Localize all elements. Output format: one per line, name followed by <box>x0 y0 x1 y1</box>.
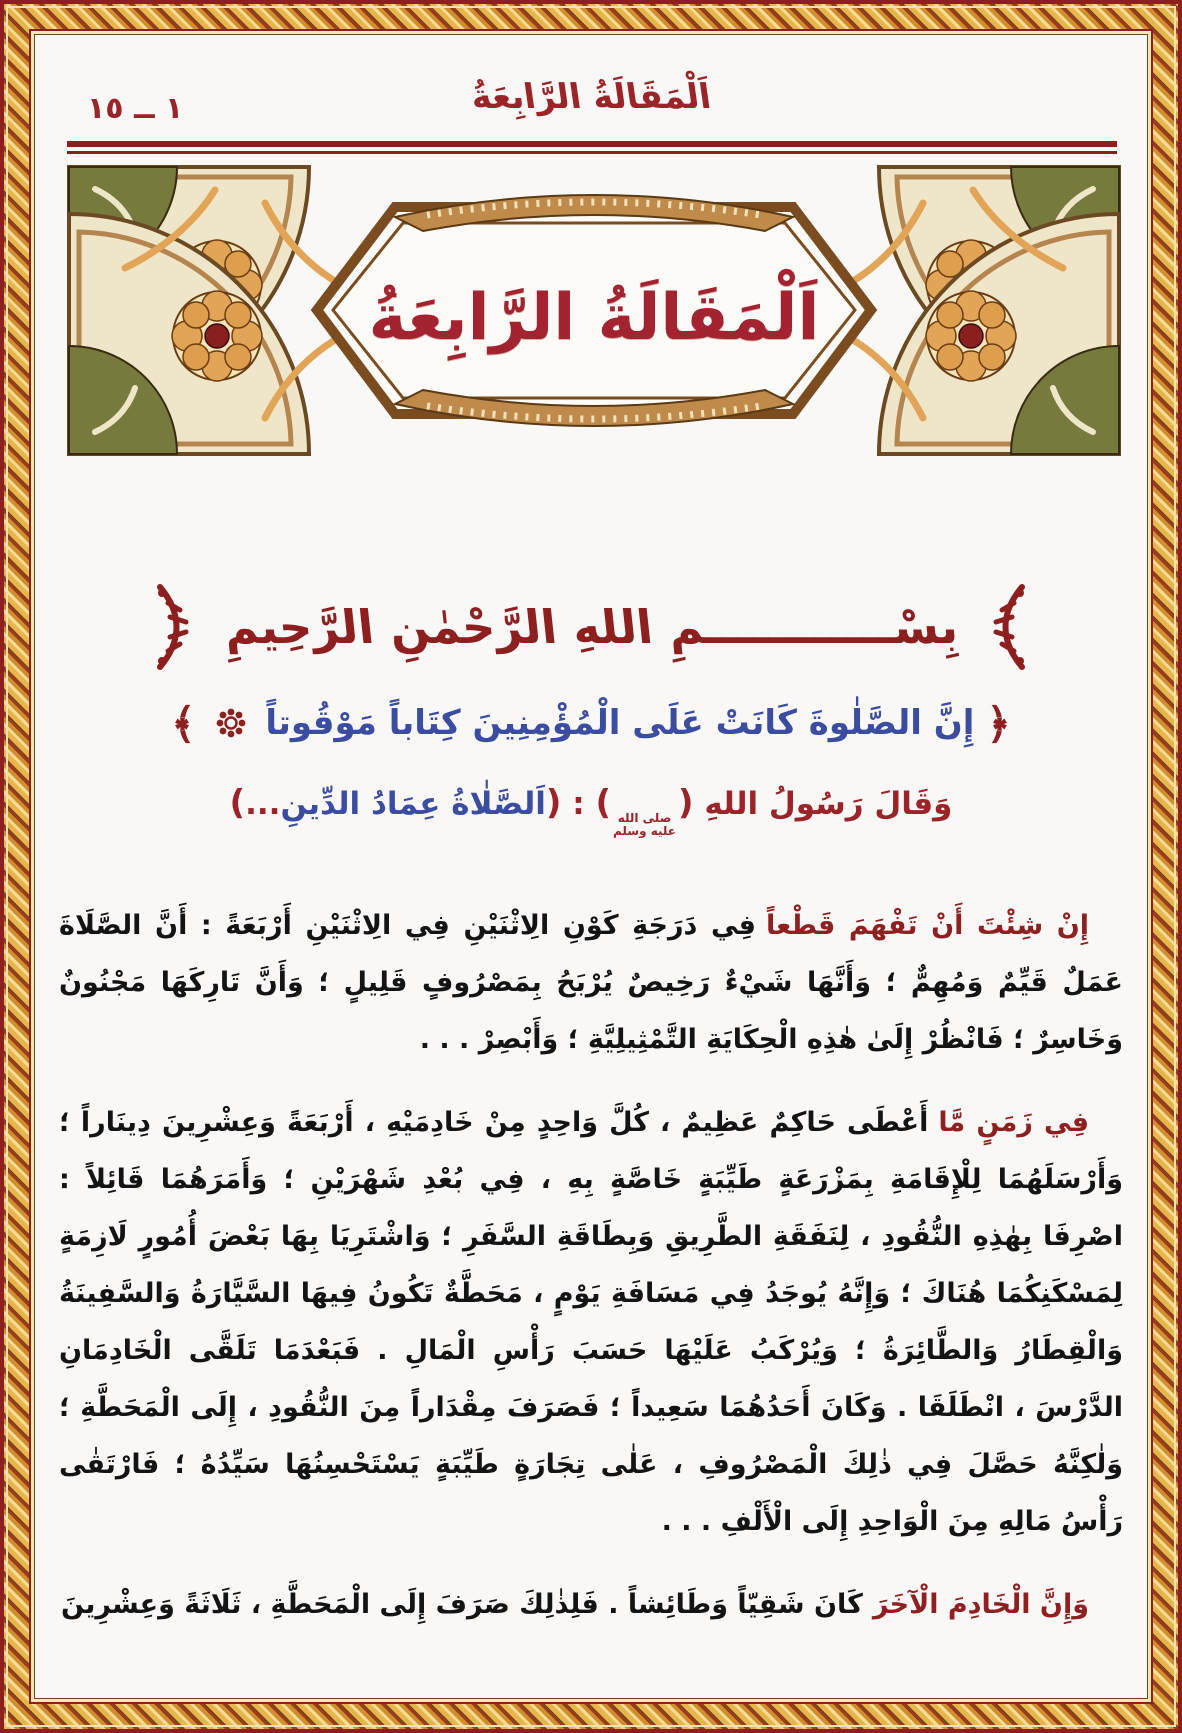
basmala-row <box>35 583 1147 671</box>
hadith-quote: اَلصَّلٰاةُ عِمَادُ الدِّينِ <box>280 786 546 822</box>
page-title: اَلْمَقَالَةُ الرَّابِعَةُ <box>468 77 714 117</box>
chapter-title: اَلْمَقَالَةُ الرَّابِعَةُ <box>368 280 820 355</box>
basmala-ornament-icon <box>984 583 1028 671</box>
paragraph-lead: وَإِنَّ الْخَادِمَ الْآخَرَ <box>872 1589 1089 1620</box>
salawat-icon: صلى الله عليه وسلم <box>612 811 677 839</box>
hadith-separator: : <box>561 786 585 822</box>
paragraph <box>59 897 1123 1068</box>
paragraph-rest: فِي دَرَجَةِ كَوْنِ الِاثْنَيْنِ فِي الِاثْنَيْنِ أَرْبَعَةً : أَنَّ الصَّلَاةَ عَمَلٌ قَيِّمٌ وَمُهِمٌّ ؛ وَأَنَّهَا شَيْءٌ رَخِيصٌ يُرْبَحُ بِمَصْرُوفٍ قَلِيلٍ ؛ وَأَنَّ تَارِكَهَا مَجْنُونٌ وَخَاسِرٌ ؛ فَانْظُرْ إِلَىٰ هٰذِهِ الْحِكَايَةِ التَّمْثِيلِيَّةِ ؛ وَأَبْصِرْ . . . <box>59 910 1123 1055</box>
header-rule <box>67 141 1117 154</box>
paren-open: ( <box>678 783 694 823</box>
basmala-text: بِسْــــــــــــمِ اللهِ الرَّحْمٰنِ الرَّحِيمِ <box>221 600 961 654</box>
ornate-paren-open-icon: ﴿ <box>986 699 1011 748</box>
paragraph <box>59 1094 1123 1550</box>
hadith-lead: وَقَالَ رَسُولُ اللهِ <box>704 786 953 822</box>
hadith-line <box>35 783 1147 838</box>
paragraph-lead: إِنْ شِئْتَ أَنْ تَفْهَمَ قَطْعاً <box>765 910 1090 941</box>
paren-close: ) <box>595 783 611 823</box>
basmala-ornament-icon <box>154 583 198 671</box>
hadith-ellipsis: ... <box>245 786 281 822</box>
ornate-paren-close-icon: ﴾ <box>171 699 196 748</box>
paragraph-rest: كَانَ شَقِيّاً وَطَائِشاً . فَلِذٰلِكَ صَرَفَ إِلَى الْمَحَطَّةِ ، ثَلَاثَةً وَعِشْرِينَ <box>60 1589 863 1620</box>
page-content <box>34 34 1148 1699</box>
quran-verse <box>35 699 1147 748</box>
paragraph-lead: فِي زَمَنٍ مَّا <box>938 1107 1090 1138</box>
ayah-end-rosette-icon <box>216 708 246 738</box>
chapter-banner <box>65 163 1123 458</box>
page-range: ١ ــ ١٥ <box>87 91 184 126</box>
paren-close: ) <box>229 783 246 823</box>
paragraph-rest: أَعْطَى حَاكِمٌ عَظِيمٌ ، كُلَّ وَاحِدٍ مِنْ خَادِمَيْهِ ، أَرْبَعَةً وَعِشْرِينَ دِينَاراً ؛ وَأَرْسَلَهُمَا لِلْإِقَامَةِ بِمَزْرَعَةٍ طَيِّبَةٍ خَاصَّةٍ بِهِ ، فِي بُعْدِ شَهْرَيْنِ ؛ وَأَمَرَهُمَا قَائِلاً : اصْرِفَا بِهٰذِهِ النُّقُودِ ، لِنَفَقَةِ الطَّرِيقِ وَبِطَاقَةِ السَّفَرِ ؛ وَاشْتَرِيَا بِهَا بَعْضَ أُمُورٍ لَازِمَةٍ لِمَسْكَنِكُمَا هُنَاكَ ؛ وَإِنَّهُ يُوجَدُ فِي مَسَافَةِ يَوْمٍ ، مَحَطَّةٌ تَكُونُ فِيهَا السَّيَّارَةُ وَالسَّفِينَةُ وَالْقِطَارُ وَالطَّائِرَةُ ؛ وَيُرْكَبُ عَلَيْهَا حَسَبَ رَأْسِ الْمَالِ . فَبَعْدَمَا تَلَقَّى الْخَادِمَانِ الدَّرْسَ ، انْطَلَقَا . وَكَانَ أَحَدُهُمَا سَعِيداً ؛ فَصَرَفَ مِقْدَاراً مِنَ النُّقُودِ ، إِلَى الْمَحَطَّةِ ؛ وَلٰكِنَّهُ حَصَّلَ فِي ذٰلِكَ الْمَصْرُوفِ ، عَلٰى تِجَارَةٍ طَيِّبَةٍ يَسْتَحْسِنُهَا سَيِّدُهُ ؛ فَارْتَقٰى رَأْسُ مَالِهِ مِنَ الْوَاحِدِ إِلَى الْأَلْفِ . . . <box>59 1107 1123 1537</box>
body-text <box>59 897 1123 1690</box>
paren-open: ( <box>545 783 562 823</box>
verse-text: إِنَّ الصَّلٰوةَ كَانَتْ عَلَى الْمُؤْمِنِينَ كِتَاباً مَوْقُوتاً <box>265 703 975 743</box>
paragraph <box>59 1576 1123 1633</box>
